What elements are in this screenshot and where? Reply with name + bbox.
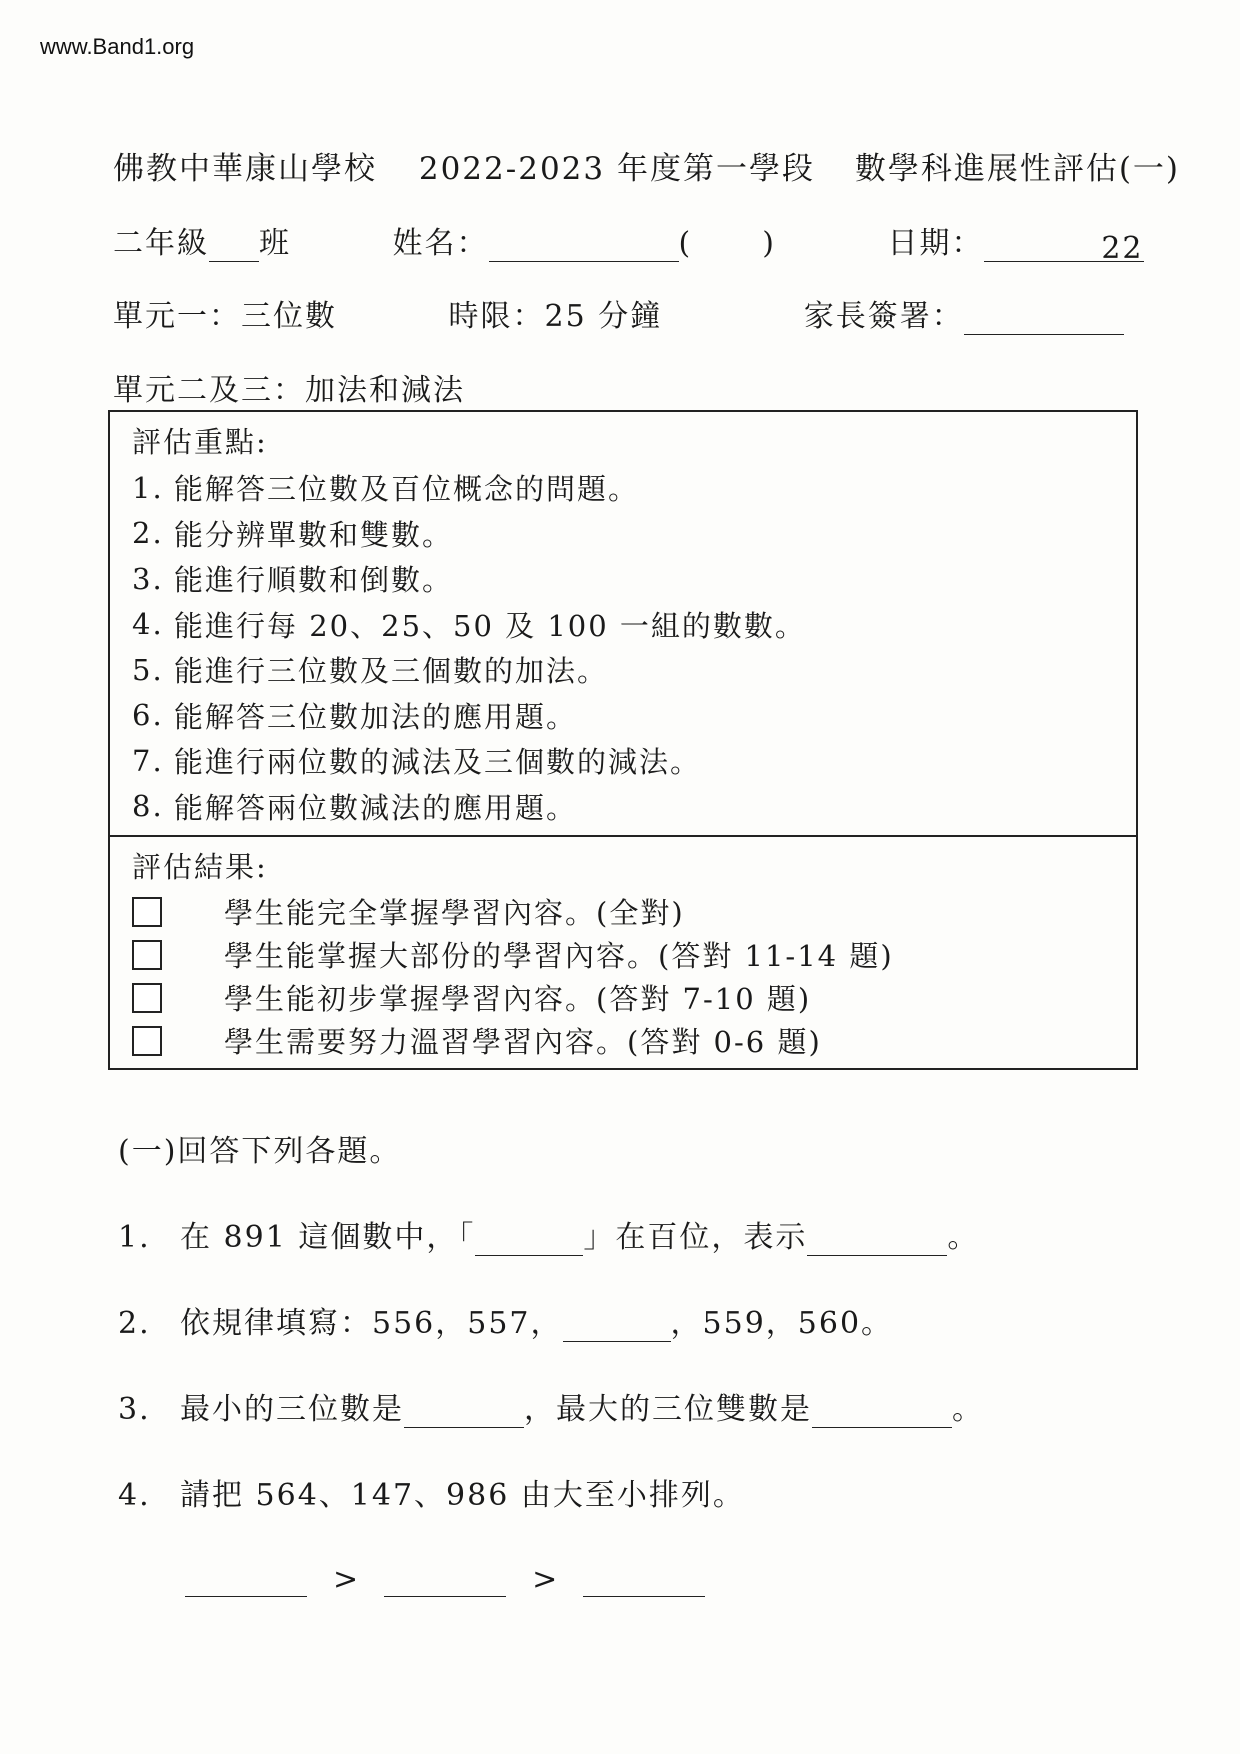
name-paren-open: ( xyxy=(678,226,693,261)
assessment-box xyxy=(108,410,1138,1070)
answer-blank[interactable] xyxy=(185,1566,307,1597)
answer-blank[interactable] xyxy=(583,1566,705,1597)
focus-item: 2. 能分辨單數和雙數。 xyxy=(132,516,454,552)
focus-title: 評估重點: xyxy=(132,425,268,459)
watermark: www.Band1.org xyxy=(40,34,195,59)
focus-section xyxy=(110,412,1136,835)
focus-item: 4. 能進行每 20、25、50 及 100 一組的數數。 xyxy=(132,607,806,643)
focus-item: 6. 能解答三位數加法的應用題。 xyxy=(132,698,578,734)
parent-sign-blank[interactable] xyxy=(964,304,1124,335)
result-checkbox[interactable] xyxy=(132,1026,162,1056)
greater-than-sign: > xyxy=(333,1562,359,1597)
answer-blank[interactable] xyxy=(807,1225,947,1256)
focus-item: 5. 能進行三位數及三個數的加法。 xyxy=(132,652,609,689)
unit23-label: 單元二及三：加法和減法 xyxy=(113,373,465,408)
focus-item: 8. 能解答兩位數減法的應用題。 xyxy=(132,789,578,825)
result-option: 學生能完全掌握學習內容。(全對) xyxy=(132,890,1114,933)
question-3: 3. 最小的三位數是 ，最大的三位雙數是 。 xyxy=(118,1392,984,1427)
parent-sign-label: 家長簽署： xyxy=(803,299,964,334)
answer-blank[interactable] xyxy=(404,1397,524,1428)
date-label: 日期： xyxy=(887,226,984,261)
result-checkbox[interactable] xyxy=(132,897,162,927)
info-line-2 xyxy=(113,291,1124,335)
focus-item: 1. 能解答三位數及百位概念的問題。 xyxy=(132,470,640,507)
name-paren-close: ) xyxy=(762,226,776,261)
name-blank[interactable] xyxy=(489,231,679,262)
greater-than-sign: > xyxy=(532,1562,558,1597)
time-limit: 時限：25 分鐘 xyxy=(448,299,663,334)
result-option: 學生需要努力溫習學習內容。(答對 0-6 題) xyxy=(132,1019,1114,1062)
answer-blank[interactable] xyxy=(812,1397,952,1428)
ordering-row xyxy=(185,1562,705,1597)
focus-item: 3. 能進行順數和倒數。 xyxy=(132,561,454,598)
grade-label: 二年級 xyxy=(113,226,209,261)
class-label: 班 xyxy=(259,226,291,261)
question-1: 1. 在 891 這個數中，「 」在百位，表示 。 xyxy=(118,1220,980,1255)
header-line xyxy=(113,143,1180,188)
question-2: 2. 依規律填寫：556，557， ，559，560。 xyxy=(118,1306,894,1341)
results-section xyxy=(110,835,1136,1068)
result-checkbox[interactable] xyxy=(132,940,162,970)
unit1-label: 單元一：三位數 xyxy=(113,299,337,334)
class-blank[interactable] xyxy=(209,231,259,262)
year-term: 2022-2023 年度第一學段 xyxy=(418,151,815,187)
focus-item: 7. 能進行兩位數的減法及三個數的減法。 xyxy=(132,743,702,780)
date-value: 22 xyxy=(1101,231,1144,266)
result-checkbox[interactable] xyxy=(132,983,162,1013)
name-label: 姓名： xyxy=(392,226,489,261)
date-blank[interactable] xyxy=(984,231,1144,266)
result-option: 學生能掌握大部份的學習內容。(答對 11-14 題) xyxy=(132,933,1114,976)
answer-blank[interactable] xyxy=(384,1566,506,1597)
answer-blank[interactable] xyxy=(563,1311,671,1342)
school-name: 佛教中華康山學校 xyxy=(113,151,377,187)
question-4: 4. 請把 564、147、986 由大至小排列。 xyxy=(118,1478,745,1513)
info-line-1 xyxy=(113,218,1144,266)
assessment-title: 數學科進展性評估(一) xyxy=(854,151,1181,187)
answer-blank[interactable] xyxy=(475,1225,583,1256)
results-title: 評估結果: xyxy=(132,850,268,884)
result-option: 學生能初步掌握學習內容。(答對 7-10 題) xyxy=(132,976,1114,1019)
section-title: (一)回答下列各題。 xyxy=(118,1134,402,1169)
